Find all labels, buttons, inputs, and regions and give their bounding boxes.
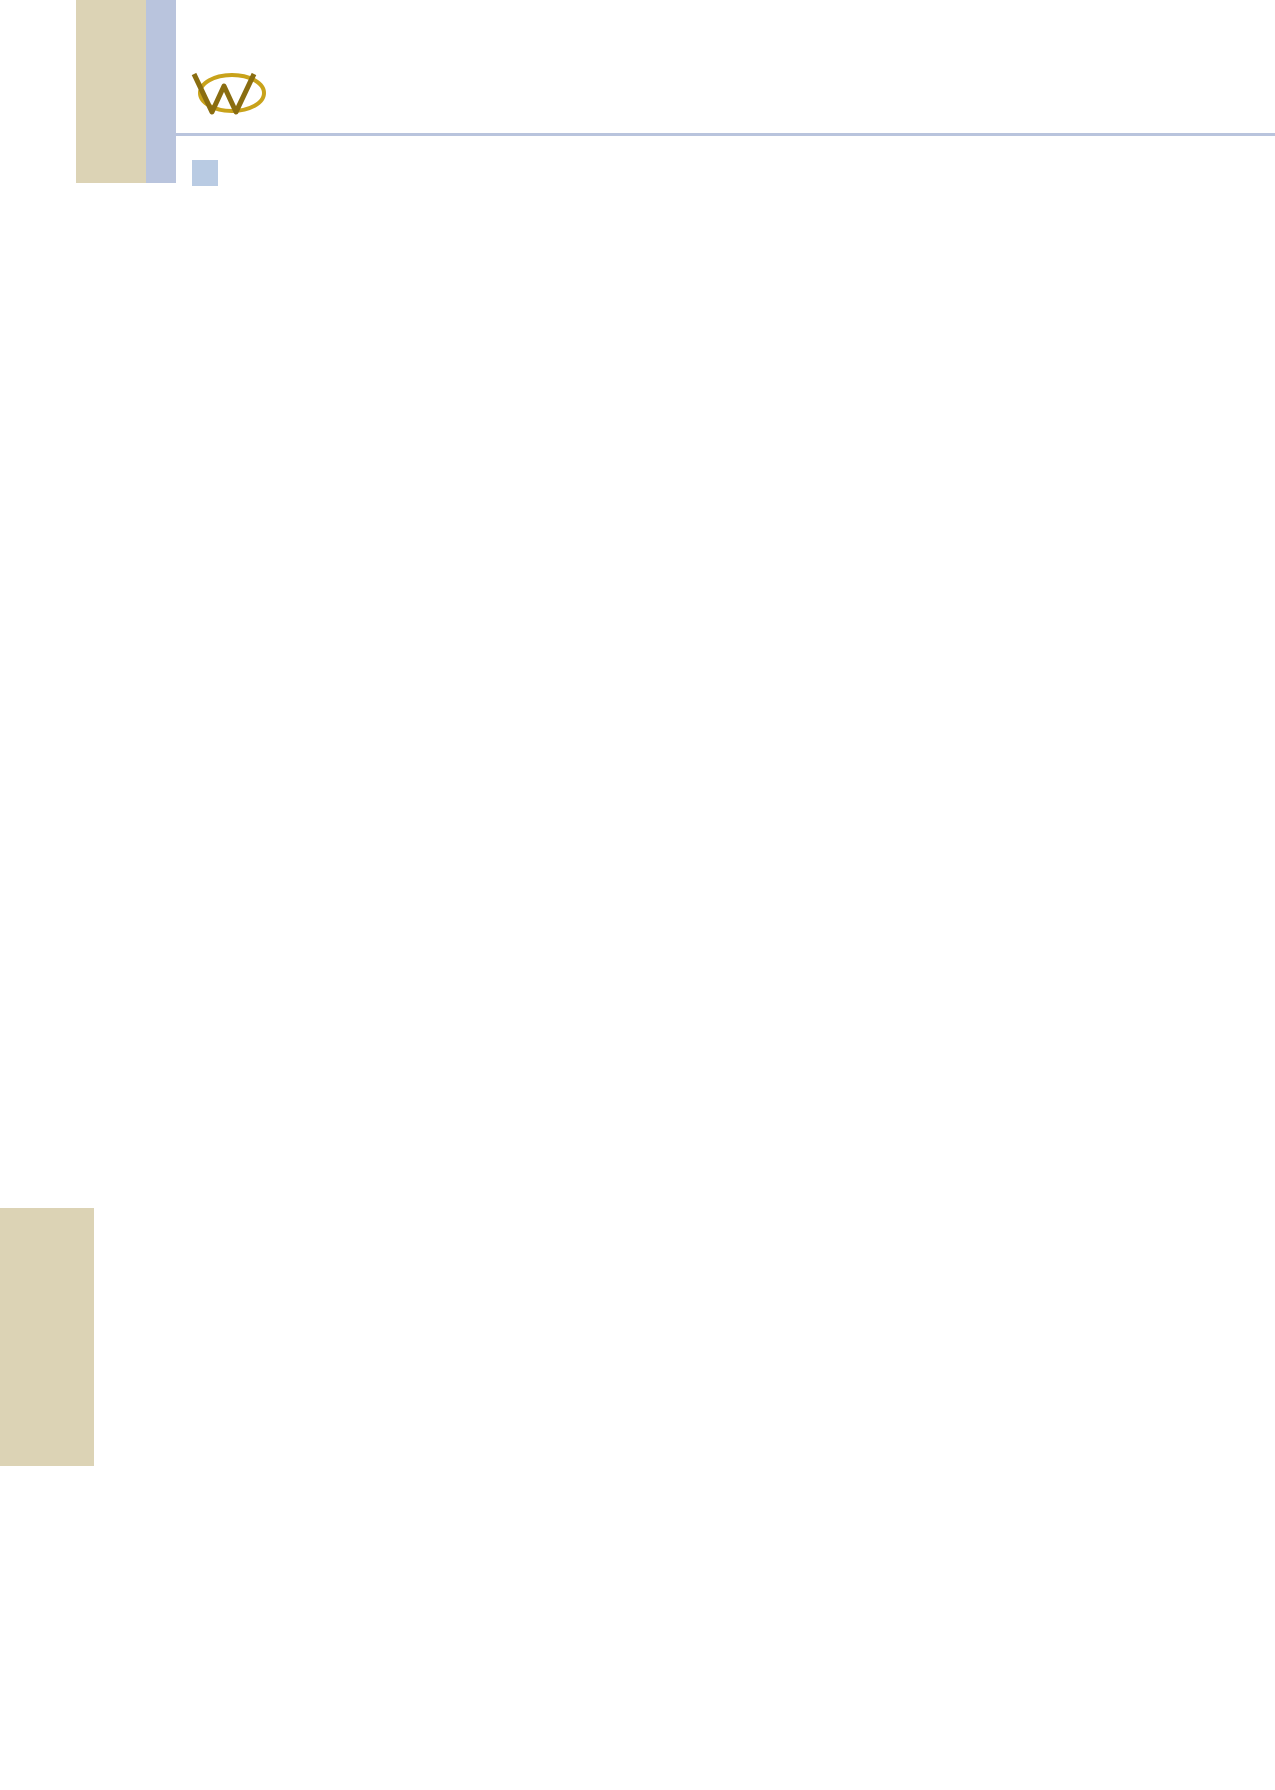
header-decoration-blue	[146, 0, 176, 183]
heading-square-icon	[192, 160, 218, 186]
company-logo	[190, 68, 275, 134]
logo-mark-icon	[190, 68, 270, 118]
header-divider	[176, 133, 1275, 136]
section-heading	[192, 160, 230, 186]
side-tab	[0, 1208, 94, 1466]
header-decoration-beige	[76, 0, 146, 183]
